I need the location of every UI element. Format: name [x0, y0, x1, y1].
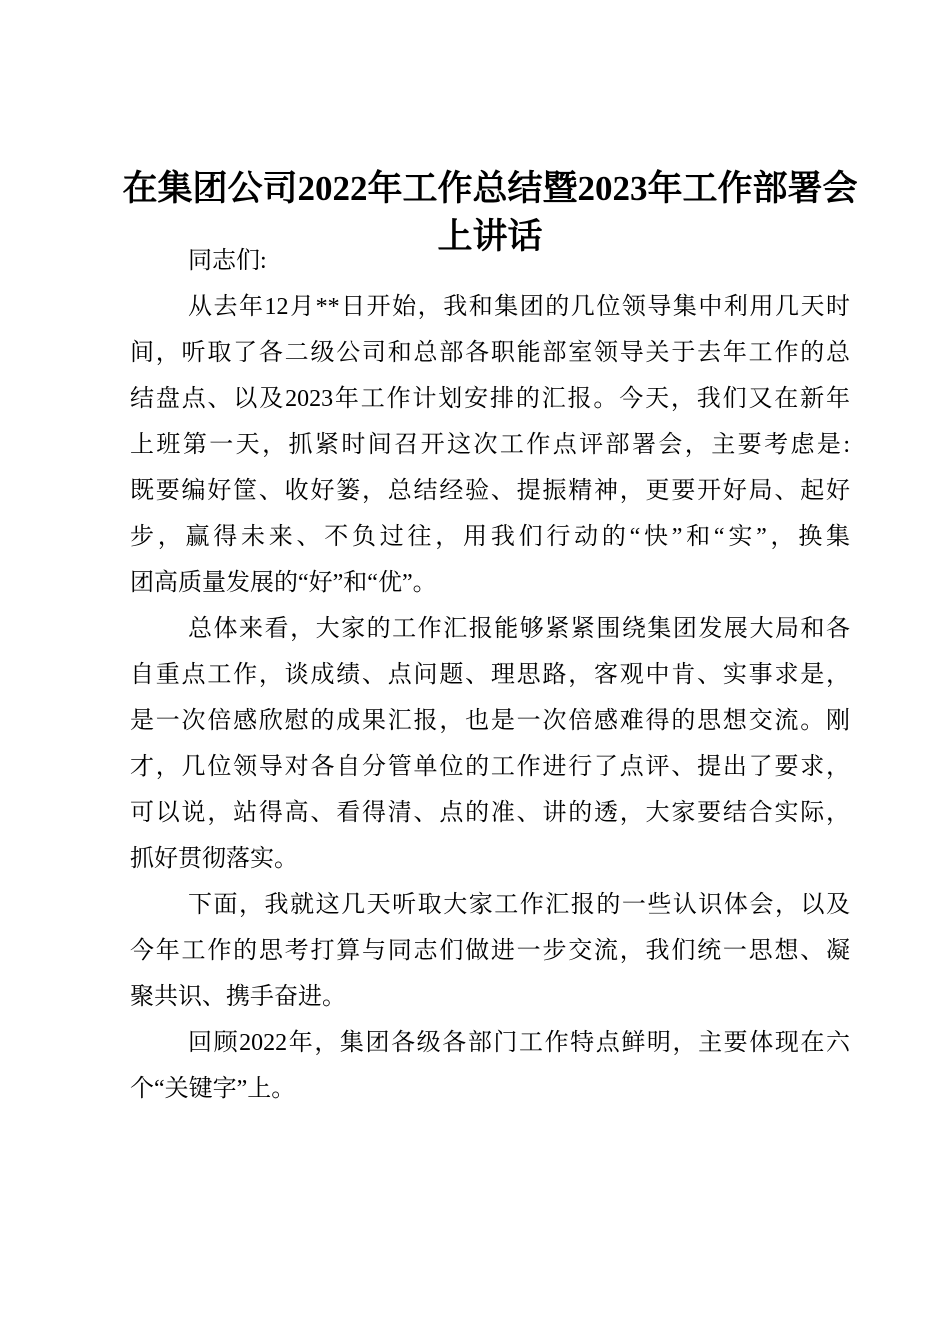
paragraph-line: 个“关键字”上。 [130, 1076, 296, 1102]
paragraph-line: 抓好贯彻落实。 [130, 846, 298, 872]
paragraph-line: 今年工作的思考打算与同志们做进一步交流，我们统一思想、凝 [130, 938, 850, 964]
salutation: 同志们: [188, 248, 267, 274]
document-body [130, 238, 850, 1112]
paragraph-line: 步，赢得未来、不负过往，用我们行动的“快”和“实”，换集 [130, 524, 850, 550]
title-line: 在集团公司2022年工作总结暨2023年工作部署会 [122, 169, 858, 208]
paragraph-line: 是一次倍感欣慰的成果汇报，也是一次倍感难得的思想交流。刚 [130, 708, 850, 734]
paragraph-line: 上班第一天，抓紧时间召开这次工作点评部署会，主要考虑是: [130, 432, 850, 458]
paragraph-line: 下面，我就这几天听取大家工作汇报的一些认识体会，以及 [188, 892, 850, 918]
paragraph-line: 从去年12月**日开始，我和集团的几位领导集中利用几天时 [188, 294, 850, 320]
paragraph-line: 回顾2022年，集团各级各部门工作特点鲜明，主要体现在六 [188, 1030, 850, 1056]
title-line: 上讲话 [437, 217, 543, 256]
paragraph-line: 团高质量发展的“好”和“优”。 [130, 570, 437, 596]
paragraph-line: 自重点工作，谈成绩、点问题、理思路，客观中肯、实事求是， [130, 662, 850, 688]
paragraph-line: 结盘点、以及2023年工作计划安排的汇报。今天，我们又在新年 [130, 386, 850, 412]
paragraph-line: 才，几位领导对各自分管单位的工作进行了点评、提出了要求， [130, 754, 850, 780]
paragraph [130, 284, 850, 606]
paragraph-line: 间，听取了各二级公司和总部各职能部室领导关于去年工作的总 [130, 340, 850, 366]
paragraph-line: 聚共识、携手奋进。 [130, 984, 346, 1010]
paragraph-line: 可以说，站得高、看得清、点的准、讲的透，大家要结合实际， [130, 800, 850, 826]
paragraph [130, 606, 850, 882]
paragraph-line: 总体来看，大家的工作汇报能够紧紧围绕集团发展大局和各 [188, 616, 850, 642]
paragraphs [130, 284, 850, 1112]
paragraph-line: 既要编好筐、收好篓，总结经验、提振精神，更要开好局、起好 [130, 478, 850, 504]
paragraph [130, 882, 850, 1020]
paragraph [130, 1020, 850, 1112]
